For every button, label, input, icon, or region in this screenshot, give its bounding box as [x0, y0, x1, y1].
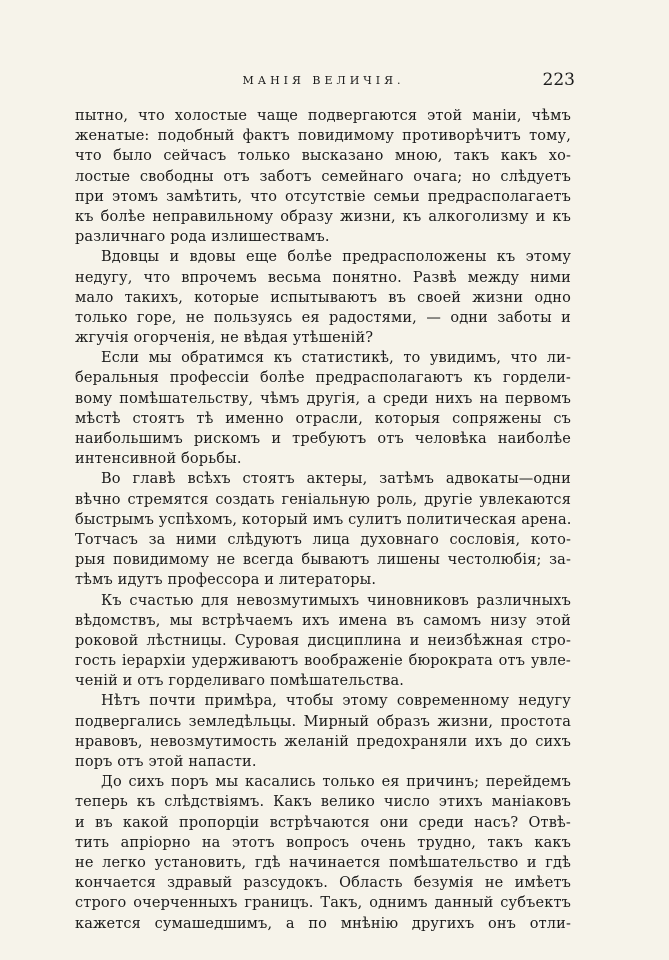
text-line: строго очерченныхъ границъ. Такъ, однимъ данный субъектъ: [75, 895, 571, 912]
text-line: не легко установить, гдѣ начинается помѣшательство и гдѣ: [75, 854, 571, 871]
text-line: тѣмъ идутъ профессора и литераторы.: [75, 572, 377, 589]
text-line: различнаго рода излишествамъ.: [75, 229, 330, 246]
text-line: рыя повидимому не всегда бываютъ лишены честолюбія; за-: [75, 552, 571, 569]
text-line: вѣчно стремятся создать геніальную роль, другіе увлекаются: [75, 491, 571, 508]
text-line: пытно, что холостые чаще подвергаются этой маніи, чѣмъ: [75, 108, 571, 124]
text-line: при этомъ замѣтить, что отсутствіе семьи предрасполагаетъ: [75, 188, 571, 205]
text-line: только горе, не пользуясь ея радостями, — одни заботы и: [75, 309, 571, 326]
page-header: [72, 70, 575, 94]
text-line: кажется сумашедшимъ, а по мнѣнію другихъ онъ отли-: [75, 915, 571, 932]
text-line: жгучія огорченія, не вѣдая утѣшеній?: [75, 330, 374, 347]
text-line: Вдовцы и вдовы еще болѣе предрасположены къ этому: [101, 249, 571, 266]
text-line: Если мы обратимся къ статистикѣ, то увидимъ, что ли-: [101, 350, 571, 367]
text-line: ченій и отъ горделиваго помѣшательства.: [75, 673, 404, 690]
text-line: наибольшимъ рискомъ и требуютъ отъ человѣка наиболѣе: [75, 431, 571, 447]
body-text: [75, 106, 572, 932]
text-line: беральныя профессіи болѣе предрасполагаютъ къ гордели-: [75, 370, 571, 387]
text-line: Нѣтъ почти примѣра, чтобы этому современному недугу: [101, 693, 571, 710]
text-line: вѣдомствъ, мы встрѣчаемъ ихъ имена въ самомъ низу этой: [75, 612, 571, 629]
text-line: къ болѣе неправильному образу жизни, къ алкоголизму и къ: [75, 208, 571, 225]
text-line: подвергались земледѣльцы. Мирный образъ жизни, простота: [75, 713, 571, 730]
text-line: лостые свободны отъ заботъ семейнаго очага; но слѣдуетъ: [75, 168, 571, 185]
text-line: нравовъ, невозмутимость желаній предохраняли ихъ до сихъ: [75, 733, 571, 750]
text-line: мало такихъ, которые испытываютъ въ своей жизни одно: [75, 289, 571, 306]
text-line: Тотчасъ за ними слѣдуютъ лица духовнаго сословія, кото-: [75, 531, 571, 548]
text-line: мѣстѣ стоятъ тѣ именно отрасли, которыя сопряжены съ: [75, 410, 571, 427]
text-line: женатые: подобный фактъ повидимому противорѣчитъ тому,: [75, 128, 571, 145]
text-line: Во главѣ всѣхъ стоятъ актеры, затѣмъ адвокаты—одни: [101, 471, 571, 488]
text-line: кончается здравый разсудокъ. Область безумія не имѣетъ: [75, 875, 571, 892]
text-line: роковой лѣстницы. Суровая дисциплина и неизбѣжная стро-: [75, 632, 571, 649]
text-line: Къ счастью для невозмутимыхъ чиновниковъ различныхъ: [101, 592, 571, 609]
running-title: МАНІЯ ВЕЛИЧІЯ.: [242, 74, 405, 87]
text-line: вому помѣшательству, чѣмъ другія, а среди нихъ на первомъ: [75, 390, 571, 407]
text-line: тить апріорно на этотъ вопросъ очень трудно, такъ какъ: [75, 834, 571, 851]
text-line: недугу, что впрочемъ весьма понятно. Развѣ между ними: [75, 269, 571, 286]
page-number: 223: [542, 70, 575, 90]
text-line: быстрымъ успѣхомъ, который имъ сулитъ политическая арена.: [75, 511, 572, 528]
text-line: гость іерархіи удерживаютъ воображеніе бюрократа отъ увле-: [75, 653, 571, 670]
text-line: теперь къ слѣдствіямъ. Какъ велико число этихъ маніаковъ: [75, 794, 571, 811]
text-line: До сихъ поръ мы касались только ея причинъ; перейдемъ: [101, 774, 571, 791]
text-line: что было сейчасъ только высказано мною, такъ какъ хо-: [75, 148, 571, 165]
text-line: и въ какой пропорціи встрѣчаются они среди насъ? Отвѣ-: [75, 814, 571, 831]
text-line: поръ отъ этой напасти.: [75, 754, 257, 770]
text-line: интенсивной борьбы.: [75, 451, 242, 468]
